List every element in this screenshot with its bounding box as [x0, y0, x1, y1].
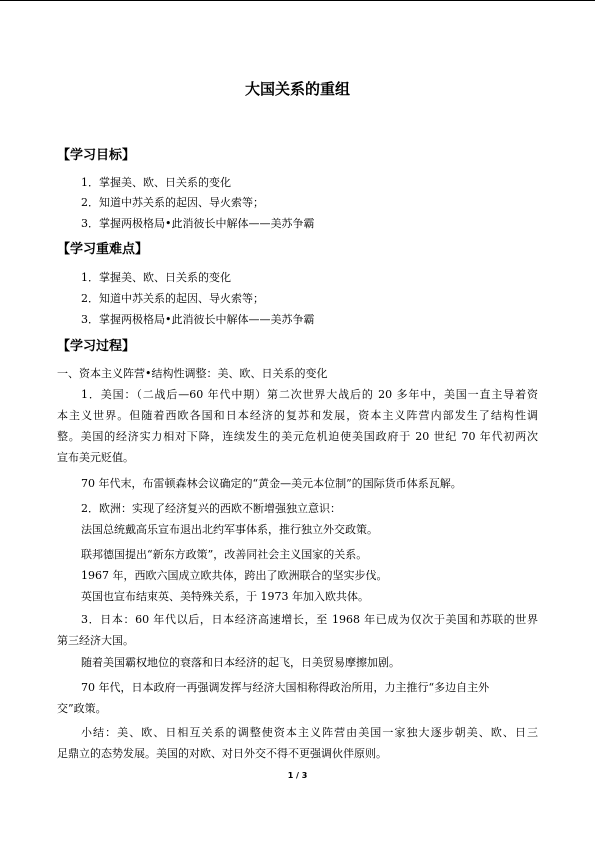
objectives-heading: 【学习目标】 — [57, 148, 136, 163]
paragraph-line: 1．美国：（二战后—60 年代中期）第二次世界大战后的 20 多年中，美国一直主导着资 — [81, 388, 538, 401]
keypoint-item-1: 1．掌握美、欧、日关系的变化 — [81, 271, 231, 284]
objective-item-1: 1．掌握美、欧、日关系的变化 — [81, 176, 231, 189]
paragraph-line: 1967 年，西欧六国成立欧共体，跨出了欧洲联合的坚实步伐。 — [81, 569, 388, 582]
objective-item-3: 3．掌握两极格局•此消彼长中解体——美苏争霸 — [81, 217, 315, 230]
paragraph-line: 3．日本：60 年代以后，日本经济高速增长，至 1968 年已成为仅次于美国和苏联的世界 — [81, 613, 538, 626]
keypoint-item-2: 2．知道中苏关系的起因、导火索等； — [81, 292, 264, 305]
paragraph-line: 70 年代，日本政府一再强调发挥与经济大国相称得政治所用，力主推行“多边自主外 — [81, 681, 490, 694]
paragraph-line: 第三经济大国。 — [57, 634, 134, 647]
paragraph-line: 宣布美元贬值。 — [57, 451, 134, 464]
objective-item-2: 2．知道中苏关系的起因、导火索等； — [81, 196, 264, 209]
paragraph-line: 2．欧洲：实现了经济复兴的西欧不断增强独立意识： — [81, 502, 341, 515]
section-heading: 一、资本主义阵营•结构性调整：美、欧、日关系的变化 — [57, 367, 328, 380]
page-number: 1 / 3 — [287, 771, 308, 780]
paragraph-line: 整。美国的经济实力相对下降，连续发生的美元危机迫使美国政府于 20 世纪 70 年代初两次 — [57, 430, 538, 443]
paragraph-line: 交”政策。 — [57, 702, 107, 715]
paragraph-line: 联邦德国提出“新东方政策”，改善同社会主义国家的关系。 — [81, 548, 368, 561]
paragraph-line: 70 年代末，布雷顿森林会议确定的“黄金—美元本位制”的国际货币体系瓦解。 — [81, 477, 462, 490]
paragraph-line: 小结：美、欧、日相互关系的调整使资本主义阵营由美国一家独大逐步朝美、欧、日三 — [81, 726, 538, 739]
keypoint-item-3: 3．掌握两极格局•此消彼长中解体——美苏争霸 — [81, 313, 315, 326]
page-title: 大国关系的重组 — [244, 80, 350, 98]
paragraph-line: 本主义世界。但随着西欧各国和日本经济的复苏和发展，资本主义阵营内部发生了结构性调 — [57, 409, 538, 422]
process-heading: 【学习过程】 — [57, 339, 136, 354]
paragraph-line: 法国总统戴高乐宣布退出北约军事体系，推行独立外交政策。 — [81, 523, 378, 536]
keypoints-heading: 【学习重难点】 — [57, 242, 149, 257]
paragraph-line: 足鼎立的态势发展。美国的对欧、对日外交不得不更强调伙伴原则。 — [57, 747, 387, 760]
paragraph-line: 随着美国霸权地位的衰落和日本经济的起飞，日美贸易摩擦加剧。 — [81, 656, 400, 669]
paragraph-line: 英国也宣布结束英、美特殊关系，于 1973 年加入欧共体。 — [81, 590, 369, 603]
